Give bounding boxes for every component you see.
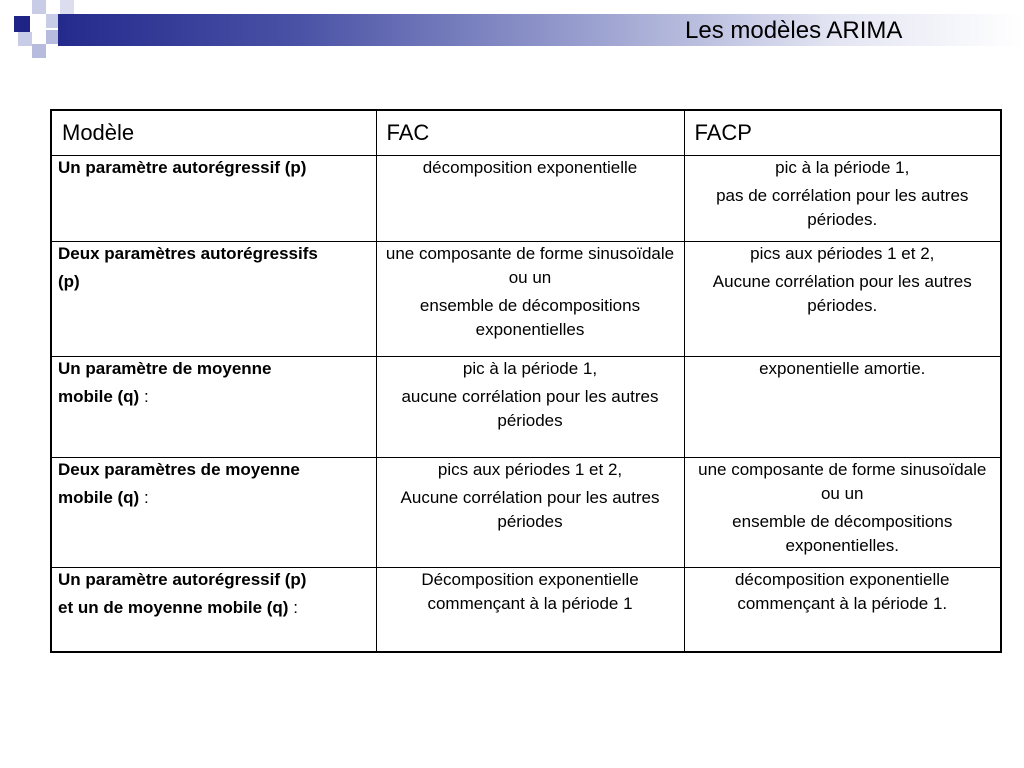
model-text: mobile (q) — [58, 488, 140, 507]
model-cell — [51, 458, 376, 568]
model-text: Un paramètre de moyenne — [58, 359, 272, 378]
model-cell — [51, 357, 376, 458]
facp-text: une composante de forme sinusoïdale ou un — [698, 460, 987, 503]
decor-square-dark — [14, 16, 30, 32]
fac-cell — [376, 242, 684, 357]
slide-title: Les modèles ARIMA — [685, 17, 903, 44]
fac-text: ensemble de décompositions exponentielles — [419, 296, 641, 339]
facp-text: pas de corrélation pour les autres périodes. — [716, 186, 969, 229]
model-line — [58, 596, 370, 620]
model-cell — [51, 242, 376, 357]
facp-text: décomposition exponentielle commençant à la période 1. — [734, 570, 950, 613]
model-line — [58, 385, 370, 409]
fac-cell — [376, 458, 684, 568]
table-row — [51, 156, 1001, 242]
decor-square-light — [18, 32, 32, 46]
table-header-row — [51, 110, 1001, 156]
decor-square-light — [46, 14, 58, 28]
fac-text: Aucune corrélation pour les autres périodes — [400, 488, 660, 531]
colon-text: : — [139, 387, 149, 406]
model-line — [58, 156, 370, 180]
facp-text: Aucune corrélation pour les autres périodes. — [712, 272, 972, 315]
fac-text: aucune corrélation pour les autres périodes — [401, 387, 659, 430]
colon-text: : — [139, 488, 149, 507]
decor-square-light — [32, 0, 46, 14]
decor-square-mid — [46, 30, 58, 44]
facp-text: pic à la période 1, — [775, 158, 910, 177]
fac-text: pics aux périodes 1 et 2, — [437, 460, 623, 479]
model-line — [58, 242, 370, 266]
facp-text: pics aux périodes 1 et 2, — [750, 244, 935, 263]
model-line — [58, 568, 370, 592]
model-line — [58, 270, 370, 294]
header-facp: FACP — [684, 110, 1001, 156]
header-fac: FAC — [376, 110, 684, 156]
fac-text: pic à la période 1, — [462, 359, 598, 378]
facp-cell — [684, 357, 1001, 458]
facp-cell — [684, 458, 1001, 568]
facp-text: exponentielle amortie. — [759, 359, 926, 378]
model-text: (p) — [58, 272, 80, 291]
model-text: Un paramètre autorégressif (p) — [58, 570, 307, 589]
model-line — [58, 357, 370, 381]
model-text: Deux paramètres de moyenne — [58, 460, 300, 479]
fac-cell — [376, 357, 684, 458]
facp-cell — [684, 568, 1001, 652]
fac-cell — [376, 156, 684, 242]
decor-square-light — [60, 0, 74, 14]
fac-text: décomposition exponentielle — [422, 158, 638, 177]
model-cell — [51, 568, 376, 652]
table-row — [51, 458, 1001, 568]
table-row — [51, 568, 1001, 652]
model-cell — [51, 156, 376, 242]
header-model: Modèle — [51, 110, 376, 156]
colon-text: : — [288, 598, 298, 617]
table-row — [51, 242, 1001, 357]
facp-cell — [684, 242, 1001, 357]
facp-text: ensemble de décompositions exponentielles. — [732, 512, 953, 555]
arima-table — [50, 109, 1002, 653]
table-row — [51, 357, 1001, 458]
model-text: et un de moyenne mobile (q) — [58, 598, 289, 617]
facp-cell — [684, 156, 1001, 242]
model-line — [58, 486, 370, 510]
model-text: Un paramètre autorégressif (p) — [58, 158, 307, 177]
decor-square-mid — [32, 44, 46, 58]
fac-text: Décomposition exponentielle commençant à la période 1 — [421, 570, 639, 613]
fac-cell — [376, 568, 684, 652]
fac-text: une composante de forme sinusoïdale ou un — [385, 244, 675, 287]
model-text: Deux paramètres autorégressifs — [58, 244, 318, 263]
model-text: mobile (q) — [58, 387, 140, 406]
model-line — [58, 458, 370, 482]
